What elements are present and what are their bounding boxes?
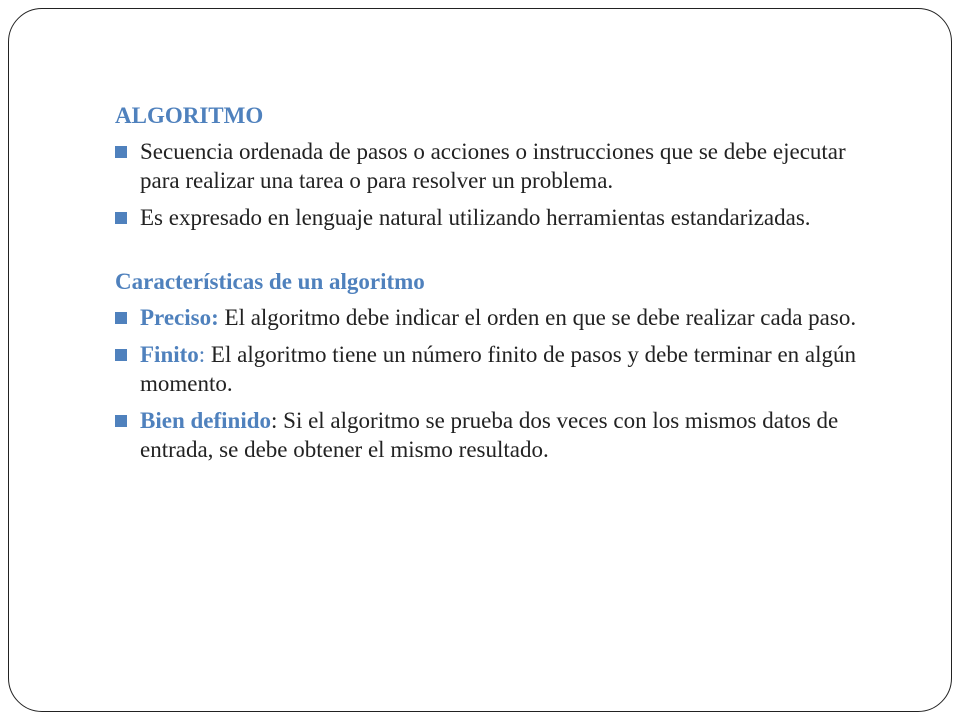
slide-frame bbox=[8, 8, 952, 712]
bullet-item bbox=[115, 137, 875, 195]
bullet-text: Secuencia ordenada de pasos o acciones o instrucciones que se debe ejecutar para realizar una tarea o para resolver un problema. bbox=[140, 139, 846, 193]
square-bullet-icon bbox=[115, 415, 127, 427]
bullet-term: Preciso: bbox=[140, 305, 219, 330]
bullet-item-finito bbox=[115, 340, 875, 398]
bullet-separator: : bbox=[271, 408, 278, 433]
bullet-item-preciso bbox=[115, 303, 875, 332]
bullet-text: Si el algoritmo se prueba dos veces con los mismos datos de entrada, se debe obtener el mismo resultado. bbox=[140, 408, 839, 462]
square-bullet-icon bbox=[115, 312, 127, 324]
square-bullet-icon bbox=[115, 349, 127, 361]
bullet-item-bien-definido bbox=[115, 406, 875, 464]
square-bullet-icon bbox=[115, 212, 127, 224]
bullet-text: El algoritmo debe indicar el orden en que se debe realizar cada paso. bbox=[218, 305, 857, 330]
square-bullet-icon bbox=[115, 146, 127, 158]
section-title-algoritmo: ALGORITMO bbox=[115, 103, 264, 128]
bullet-text: Es expresado en lenguaje natural utilizando herramientas estandarizadas. bbox=[140, 205, 811, 230]
bullet-term: Finito bbox=[140, 342, 199, 367]
bullet-separator: : bbox=[198, 342, 206, 367]
section-title-caracteristicas: Características de un algoritmo bbox=[115, 269, 425, 294]
bullet-item bbox=[115, 203, 875, 232]
slide-content bbox=[115, 101, 875, 472]
bullet-text: El algoritmo tiene un número finito de pasos y debe terminar en algún momento. bbox=[140, 342, 857, 396]
bullet-term: Bien definido bbox=[140, 408, 272, 433]
